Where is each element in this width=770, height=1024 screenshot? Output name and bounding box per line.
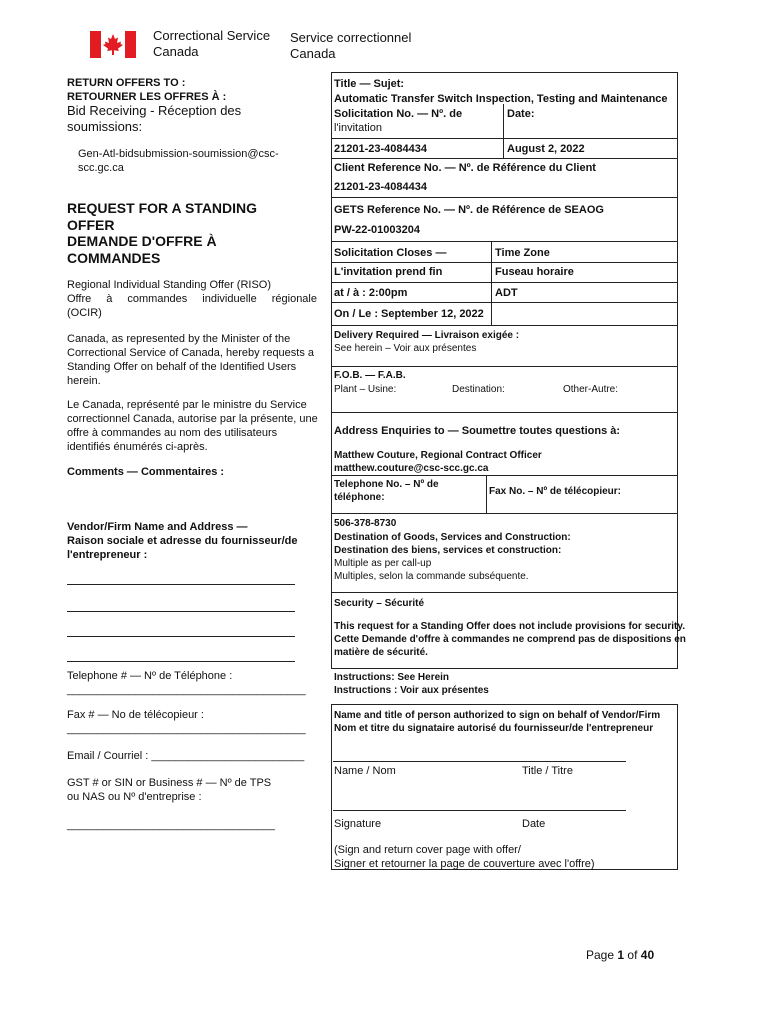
fax-field[interactable]: _______________________________________ — [67, 723, 306, 735]
closes-label: Solicitation Closes — — [334, 247, 447, 259]
return-offers-label: RETURN OFFERS TO : RETOURNER LES OFFRES À : — [67, 77, 227, 103]
destination-value-fr: Multiples, selon la commande subséquente. — [334, 571, 529, 582]
telephone-label: Telephone # — Nº de Téléphone : — [67, 670, 233, 682]
email-field[interactable]: Email / Courriel : _________________________ — [67, 750, 305, 762]
department-name-fr: Service correctionnel Canada — [290, 30, 412, 61]
closes-date: On / Le : September 12, 2022 — [334, 308, 484, 320]
telephone-no-label: Telephone No. – Nº de téléphone: — [334, 479, 439, 503]
date-value: August 2, 2022 — [507, 143, 585, 155]
delivery-label: Delivery Required — Livraison exigée : — [334, 330, 520, 341]
client-ref-value: 21201-23-4084434 — [334, 181, 427, 193]
telephone-no-value: 506-378-8730 — [334, 518, 397, 529]
fax-label: Fax # — No de télécopieur : — [67, 709, 204, 721]
telephone-field[interactable]: _______________________________________ — [67, 684, 306, 696]
time-zone-value: ADT — [495, 287, 518, 299]
title-field-label: Title / Titre — [522, 765, 573, 777]
vendor-line-2[interactable] — [67, 611, 295, 612]
document-title: REQUEST FOR A STANDING OFFER DEMANDE D'OFFRE À COMMANDES — [67, 200, 258, 266]
riso-label: Regional Individual Standing Offer (RISO) Offre à commandes individuelle régionale (OCIR) — [67, 279, 317, 319]
client-ref-label: Client Reference No. — Nº. de Référence du Client — [334, 162, 596, 174]
solicitation-no-label: Solicitation No. — Nº. de l'invitation — [334, 108, 463, 134]
title-label: Title — Sujet: — [334, 78, 405, 90]
gets-ref-label: GETS Reference No. — Nº. de Référence de SEAOG — [334, 204, 604, 216]
officer-email: matthew.couture@csc-scc.gc.ca — [334, 463, 489, 474]
date-label: Date: — [507, 108, 535, 120]
vendor-line-3[interactable] — [67, 636, 295, 637]
enquiries-label: Address Enquiries to — Soumettre toutes questions à: — [334, 425, 621, 437]
name-title-line[interactable] — [333, 761, 626, 762]
department-name-en: Correctional Service Canada — [153, 28, 271, 59]
canada-request-fr: Le Canada, représenté par le ministre du Service correctionnel Canada, autorise par la présente, une offre à commandes au nom des utilisateurs identifiés énumérés ci-après. — [67, 399, 318, 453]
gets-ref-value: PW-22-01003204 — [334, 224, 421, 236]
instructions-text: Instructions: See Herein Instructions : Voir aux présentes — [334, 672, 489, 696]
signature-label: Signature — [334, 818, 382, 830]
closes-label-fr: L'invitation prend fin — [334, 266, 443, 278]
bid-email-address: Gen-Atl-bidsubmission-soumission@csc- scc.gc.ca — [78, 148, 279, 174]
canada-flag-logo — [90, 31, 136, 58]
fax-no-label: Fax No. – Nº de télécopieur: — [489, 486, 622, 497]
authorized-person-label: Name and title of person authorized to sign on behalf of Vendor/Firm Nom et titre du signataire autorisé du fournisseur/de l'entrepreneur — [334, 710, 661, 734]
sign-return-note: (Sign and return cover page with offer/ Signer et retourner la page de couverture avec l'offre) — [334, 844, 595, 870]
destination-value-en: Multiple as per call-up — [334, 558, 432, 569]
fob-other: Other-Autre: — [563, 384, 619, 395]
closes-time: at / à : 2:00pm — [334, 287, 408, 299]
vendor-name-label: Vendor/Firm Name and Address — Raison sociale et adresse du fournisseur/de l'entrepreneur : — [67, 521, 298, 561]
fob-label: F.O.B. — F.A.B. — [334, 370, 406, 381]
page-number: Page 1 of 40 — [586, 948, 655, 962]
signature-line[interactable] — [333, 810, 626, 811]
bid-receiving-label: Bid Receiving - Réception des soumissions: — [67, 103, 242, 134]
vendor-line-4[interactable] — [67, 661, 295, 662]
maple-leaf-icon — [90, 31, 136, 58]
solicitation-no-value: 21201-23-4084434 — [334, 143, 427, 155]
destination-label-en: Destination of Goods, Services and Construction: — [334, 532, 571, 543]
gst-field[interactable]: __________________________________ — [67, 819, 276, 831]
fob-plant: Plant – Usine: — [334, 384, 397, 395]
security-text: This request for a Standing Offer does not include provisions for security. Cette Demande d'offre à commandes ne comprend pas de dispositions en matière de sécurité. — [334, 621, 686, 658]
contract-officer: Matthew Couture, Regional Contract Officer — [334, 450, 542, 461]
time-zone-label: Time Zone — [495, 247, 550, 259]
name-label: Name / Nom — [334, 765, 396, 777]
delivery-value: See herein – Voir aux présentes — [334, 343, 477, 354]
gst-label: GST # or SIN or Business # — Nº de TPS ou NAS ou Nº d'entreprise : — [67, 777, 272, 803]
canada-request-en: Canada, as represented by the Minister of the Correctional Service of Canada, hereby requests a Standing Offer on behalf of the Identified Users herein. — [67, 333, 315, 387]
security-label: Security – Sécurité — [334, 598, 425, 609]
signature-date-label: Date — [522, 818, 546, 830]
comments-label: Comments — Commentaires : — [67, 466, 225, 478]
title-value: Automatic Transfer Switch Inspection, Testing and Maintenance — [334, 93, 668, 105]
vendor-line-1[interactable] — [67, 584, 295, 585]
time-zone-label-fr: Fuseau horaire — [495, 266, 574, 278]
destination-label-fr: Destination des biens, services et construction: — [334, 545, 562, 556]
fob-destination: Destination: — [452, 384, 505, 395]
